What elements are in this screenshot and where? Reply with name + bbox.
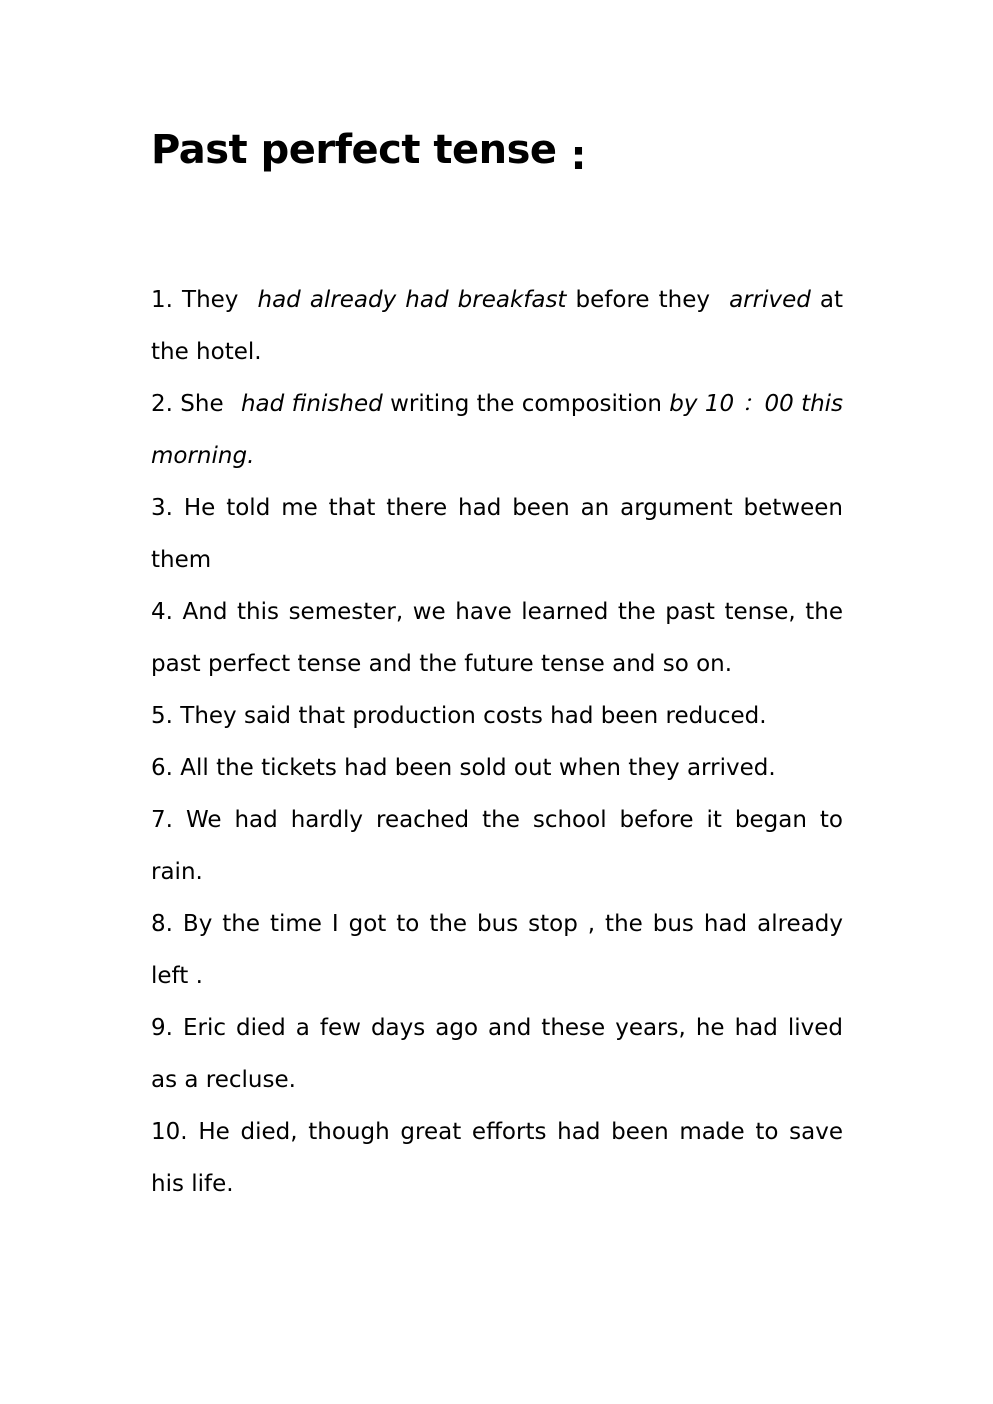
item-number: 5. xyxy=(151,703,173,729)
item-text: All the tickets had been sold out when they arrived. xyxy=(180,755,776,781)
title-text: Past perfect tense xyxy=(151,127,557,173)
item-text: By the time I got to the bus stop , the bus had already left . xyxy=(151,911,843,989)
list-item xyxy=(151,898,843,1002)
item-number: 3. xyxy=(151,495,173,521)
sentence-list xyxy=(151,274,843,1210)
item-text: She xyxy=(180,391,224,417)
item-number: 1. xyxy=(151,287,173,313)
list-item xyxy=(151,794,843,898)
item-text: at the hotel. xyxy=(151,287,844,365)
item-text: He died, though great efforts had been made to save his life. xyxy=(151,1119,844,1197)
item-text: We had hardly reached the school before it began to rain. xyxy=(151,807,844,885)
item-text: before they xyxy=(575,287,710,313)
item-text: They xyxy=(182,287,239,313)
item-number: 10. xyxy=(151,1119,188,1145)
item-text: They said that production costs had been reduced. xyxy=(180,703,767,729)
list-item xyxy=(151,482,843,586)
emphasis-text: had already had breakfast xyxy=(257,287,567,313)
emphasis-text: by 10 ：00 this morning. xyxy=(151,391,844,469)
item-number: 4. xyxy=(151,599,173,625)
item-text: He told me that there had been an argument between them xyxy=(151,495,843,573)
list-item xyxy=(151,742,843,794)
item-text: And this semester, we have learned the past tense, the past perfect tense and the future tense and so on. xyxy=(151,599,843,677)
list-item xyxy=(151,1106,843,1210)
item-text: writing the composition xyxy=(390,391,662,417)
emphasis-text: had finished xyxy=(240,391,383,417)
list-item xyxy=(151,1002,843,1106)
item-number: 8. xyxy=(151,911,173,937)
item-number: 2. xyxy=(151,391,173,417)
item-number: 6. xyxy=(151,755,173,781)
item-text: Eric died a few days ago and these years, he had lived as a recluse. xyxy=(151,1015,843,1093)
list-item xyxy=(151,690,843,742)
title-colon: : xyxy=(570,133,587,179)
list-item xyxy=(151,378,843,482)
page-title xyxy=(151,122,586,178)
item-number: 7. xyxy=(151,807,173,833)
item-number: 9. xyxy=(151,1015,173,1041)
list-item xyxy=(151,274,843,378)
list-item xyxy=(151,586,843,690)
emphasis-text: arrived xyxy=(729,287,811,313)
